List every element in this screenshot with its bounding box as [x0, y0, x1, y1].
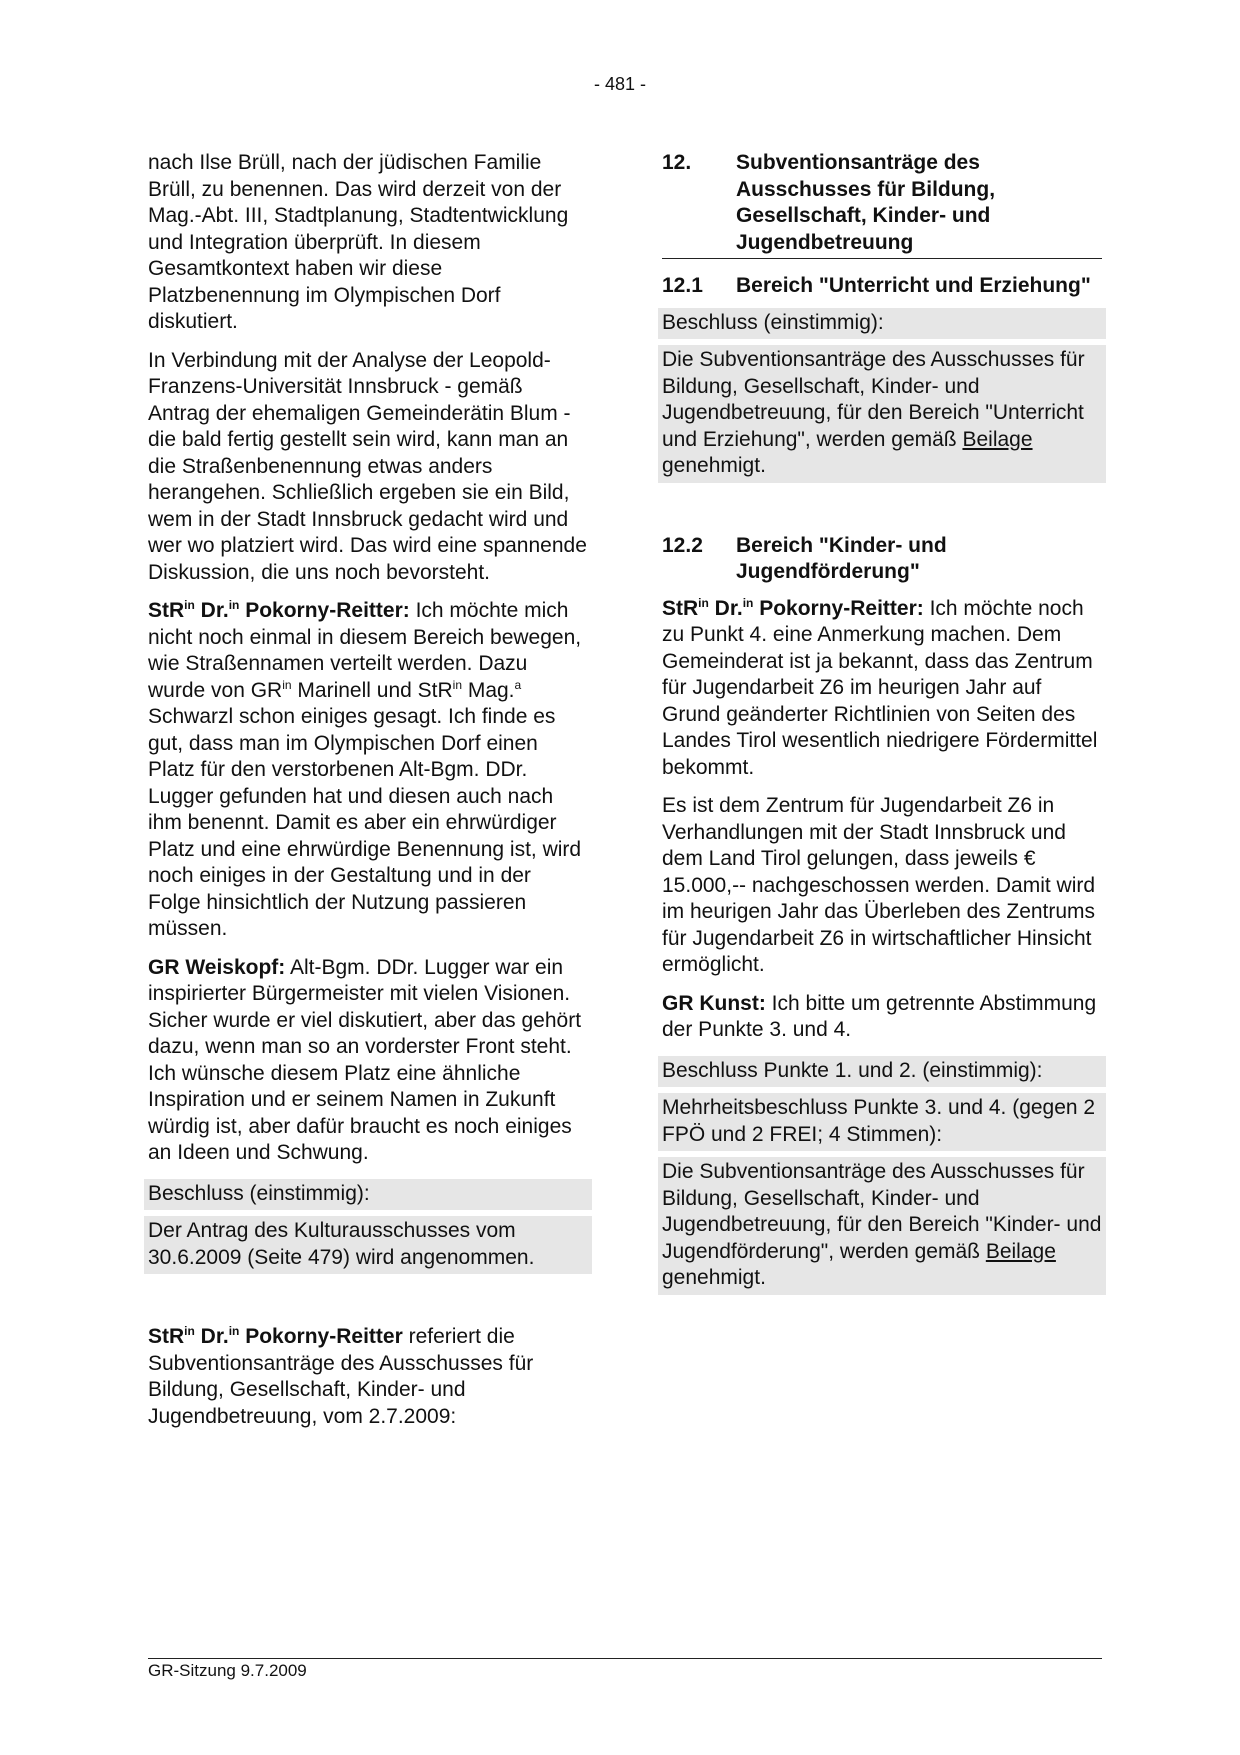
resolution-text: Der Antrag des Kulturausschusses vom 30.6.2009 (Seite 479) wird angenommen.	[144, 1216, 592, 1274]
resolution-label: Beschluss Punkte 1. und 2. (einstimmig):	[658, 1056, 1106, 1088]
speaker-name: StR$^{in}$ Dr.$^{in}$ Pokorny-Reitter	[148, 1324, 403, 1348]
majority-resolution-label: Mehrheitsbeschluss Punkte 3. und 4. (gegen 2 FPÖ und 2 FREI; 4 Stimmen):	[658, 1093, 1106, 1151]
speech-kunst: GR Kunst: Ich bitte um getrennte Abstimmung der Punkte 3. und 4.	[662, 991, 1097, 1041]
section-heading-12: 12. Subventionsanträge des Ausschusses für Bildung, Gesellschaft, Kinder- und Jugendbetreuung	[662, 150, 1102, 259]
speaker-name: GR Weiskopf:	[148, 955, 286, 979]
paragraph: Es ist dem Zentrum für Jugendarbeit Z6 in Verhandlungen mit der Stadt Innsbruck und dem Land Tirol gelungen, dass jeweils € 15.000,-- nachgeschossen werden. Damit wird im heurigen Jahr das Überleben des Zentrums für Jugendarbeit Z6 in wirtschaftlicher Hinsicht ermöglicht.	[662, 794, 1096, 976]
section-heading-12-1: 12.1 Bereich "Unterricht und Erziehung"	[662, 274, 1091, 297]
resolution-text: Die Subventionsanträge des Ausschusses für Bildung, Gesellschaft, Kinder- und Jugendbetreuung, für den Bereich "Unterricht und Erziehung", werden gemäß Beilage genehmigt.	[658, 345, 1106, 483]
speech-pokorny-reitter-report: StR$^{in}$ Dr.$^{in}$ Pokorny-Reitter referiert die Subventionsanträge des Ausschusses für Bildung, Gesellschaft, Kinder- und Jugendbetreuung, vom 2.7.2009:	[148, 1324, 534, 1428]
beilage-link[interactable]: Beilage	[985, 1239, 1056, 1263]
footer-text: GR-Sitzung 9.7.2009	[148, 1661, 307, 1680]
speaker-name: StR$^{in}$ Dr.$^{in}$ Pokorny-Reitter:	[662, 595, 924, 620]
resolution-text: Die Subventionsanträge des Ausschusses für Bildung, Gesellschaft, Kinder- und Jugendbetreuung, für den Bereich "Kinder- und Jugendförderung", werden gemäß Beilage genehmigt.	[658, 1157, 1106, 1295]
speaker-name: StR$^{in}$ Dr.$^{in}$ Pokorny-Reitter:	[148, 598, 410, 622]
speech-weiskopf: GR Weiskopf: Alt-Bgm. DDr. Lugger war ein inspirierter Bürgermeister mit vielen Visionen. Sicher wurde er viel diskutiert, aber das gehört dazu, wenn man so an vorderster Front steht. Ich wünsche diesem Platz eine ähnliche Inspiration und er seinem Namen in Zukunft würdig ist, aber dafür braucht es noch einiges an Ideen und Schwung.	[148, 955, 582, 1164]
section-heading-12-2: 12.2 Bereich "Kinder- und Jugendförderung"	[662, 533, 947, 583]
resolution-label: Beschluss (einstimmig):	[144, 1179, 592, 1211]
paragraph: nach Ilse Brüll, nach der jüdischen Familie Brüll, zu benennen. Das wird derzeit von der Mag.-Abt. III, Stadtplanung, Stadtentwicklung und Integration überprüft. In diesem Gesamtkontext haben wir diese Platzbenennung im Olympischen Dorf diskutiert.	[148, 151, 569, 333]
right-column	[662, 150, 1102, 1301]
speech-pokorny-reitter: StR$^{in}$ Dr.$^{in}$ Pokorny-Reitter: Ich möchte mich nicht noch einmal in diesem Bereich bewegen, wie Straßennamen verteilt werden. Dazu wurde von $GR^{in}$ Marinell und StR$^{in}$ Mag.$^a$ Schwarzl schon einiges gesagt. Ich finde es gut, dass man im Olympischen Dorf einen Platz für den verstorbenen Alt-Bgm. DDr. Lugger gefunden hat und diesen auch nach ihm benennt. Damit es aber ein ehrwürdiger Platz und eine ehrwürdige Benennung ist, wird noch einiges in der Gestaltung und in der Folge hinsichtlich der Nutzung passieren müssen.	[148, 598, 582, 940]
footer-divider	[148, 1658, 1102, 1659]
left-column	[148, 150, 588, 1442]
speaker-name: GR Kunst:	[662, 991, 766, 1015]
page-number: - 481 -	[593, 74, 647, 94]
speech-pokorny-reitter: StR$^{in}$ Dr.$^{in}$ Pokorny-Reitter: Ich möchte noch zu Punkt 4. eine Anmerkung machen. Dem Gemeinderat ist ja bekannt, dass das Zentrum für Jugendarbeit Z6 im heurigen Jahr auf Grund geänderter Richtlinien von Seiten des Landes Tirol wesentlich niedrigere Fördermittel bekommt.	[662, 595, 1098, 779]
beilage-link[interactable]: Beilage	[962, 427, 1033, 451]
resolution-label: Beschluss (einstimmig):	[658, 308, 1106, 340]
paragraph: In Verbindung mit der Analyse der Leopold-Franzens-Universität Innsbruck - gemäß Antrag der ehemaligen Gemeinderätin Blum - die bald fertig gestellt sein wird, kann man an die Straßenbenennung etwas anders herangehen. Schließlich ergeben sie ein Bild, wem in der Stadt Innsbruck gedacht wird und wer wo platziert wird. Das wird eine spannende Diskussion, die uns noch bevorsteht.	[148, 348, 587, 584]
